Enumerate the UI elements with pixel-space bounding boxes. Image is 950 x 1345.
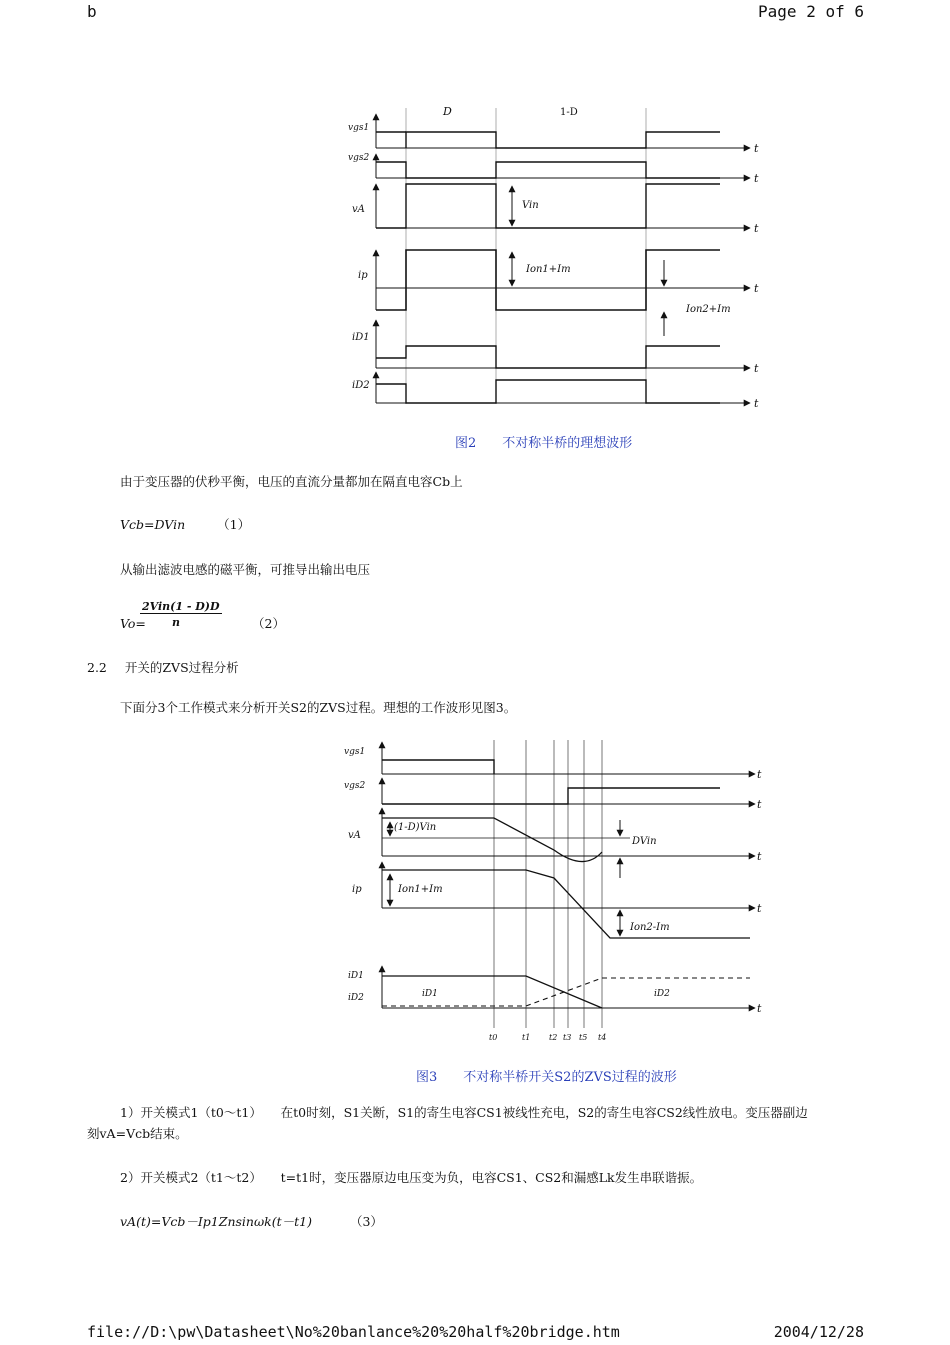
- equation-2: [120, 600, 380, 640]
- fig2-signal-id2: iD2: [352, 380, 370, 391]
- figure3-waveforms: [330, 738, 770, 1046]
- fig3-signal-ip: ip: [352, 884, 362, 895]
- figure3-caption: 图3 不对称半桥开关S2的ZVS过程的波形: [416, 1070, 677, 1085]
- fig3-tick-t0: t0: [489, 1033, 498, 1042]
- fig2-t-axis-3: t: [754, 222, 759, 235]
- footer-date: 2004/12/28: [773, 1323, 864, 1341]
- fig2-signal-va: vA: [352, 204, 365, 215]
- fig3-signal-vgs1: vgs1: [344, 747, 366, 757]
- equation-2-numerator: 2Vin(1 - D)D: [142, 600, 220, 613]
- fig2-t-axis-2: t: [754, 172, 759, 185]
- fig2-ip-high-label: Ion1+Im: [526, 264, 571, 275]
- footer-file-path: file://D:\pw\Datasheet\No%20banlance%20%20half%20bridge.htm: [87, 1323, 620, 1341]
- page-number: Page 2 of 6: [758, 2, 864, 21]
- figure2-caption: 图2 不对称半桥的理想波形: [455, 436, 633, 451]
- section-heading: [87, 660, 239, 676]
- fig3-t-axis-5: t: [757, 1002, 762, 1015]
- fig3-signal-id1: iD1: [348, 971, 364, 981]
- equation-1: [120, 517, 250, 533]
- fig3-t-axis-1: t: [757, 768, 762, 781]
- paragraph-modes-intro: 下面分3个工作模式来分析开关S2的ZVS过程。理想的工作波形见图3。: [120, 700, 517, 715]
- equation-2-denominator: n: [172, 616, 180, 629]
- section-number: 2.2: [87, 660, 107, 675]
- fig2-ip-low-label: Ion2+Im: [686, 304, 731, 315]
- fig3-tick-t5: t5: [579, 1033, 588, 1042]
- equation-2-number: （2）: [252, 616, 285, 631]
- fig2-t-axis-5: t: [754, 362, 759, 375]
- paragraph-volt-second: 由于变压器的伏秒平衡，电压的直流分量都加在隔直电容Cb上: [120, 474, 463, 489]
- fig2-duty-label: D: [443, 105, 452, 118]
- fig2-t-axis-4: t: [754, 282, 759, 295]
- fig3-tick-t4: t4: [598, 1033, 607, 1042]
- fig3-tick-t2: t2: [549, 1033, 558, 1042]
- mode1-paragraph-cont: 刻vA=Vcb结束。: [87, 1126, 188, 1141]
- fig3-signal-vgs2: vgs2: [344, 781, 366, 791]
- fig3-dvin-label: DVin: [632, 836, 657, 847]
- fig2-t-axis-1: t: [754, 142, 759, 155]
- fig2-signal-id1: iD1: [352, 332, 370, 343]
- fig2-signal-vgs1: vgs1: [348, 123, 370, 133]
- equation-3: [120, 1214, 383, 1230]
- fig2-signal-vgs2: vgs2: [348, 153, 370, 163]
- equation-1-number: （1）: [217, 517, 251, 532]
- fig3-id1-label: iD1: [422, 989, 438, 999]
- fig2-vin-label: Vin: [522, 200, 539, 211]
- fig2-t-axis-6: t: [754, 397, 759, 410]
- equation-2-lhs: Vo=: [120, 616, 146, 631]
- equation-3-number: （3）: [349, 1214, 383, 1229]
- fig3-signal-id2: iD2: [348, 993, 364, 1003]
- mode1-paragraph: 1）开关模式1（t0～t1） 在t0时刻，S1关断，S1的寄生电容CS1被线性充电，S2的寄生电容CS2线性放电。变压器副边: [120, 1105, 808, 1120]
- header-left: b: [87, 2, 97, 21]
- equation-1-text: Vcb=DVin: [120, 517, 186, 532]
- fig3-ip-low-label: Ion2-Im: [630, 922, 670, 933]
- section-title: 开关的ZVS过程分析: [124, 660, 239, 675]
- fig2-signal-ip: ip: [358, 270, 368, 281]
- fig3-tick-t1: t1: [522, 1033, 531, 1042]
- fig3-id2-label: iD2: [654, 989, 670, 999]
- fig3-t-axis-3: t: [757, 850, 762, 863]
- fig3-tick-t3: t3: [563, 1033, 572, 1042]
- fig3-t-axis-2: t: [757, 798, 762, 811]
- figure2-waveforms: [330, 98, 770, 414]
- fig3-t-axis-4: t: [757, 902, 762, 915]
- paragraph-output-voltage: 从输出滤波电感的磁平衡，可推导出输出电压: [120, 562, 371, 577]
- fig3-ip-high-label: Ion1+Im: [398, 884, 443, 895]
- equation-3-text: vA(t)=Vcb－Ip1Znsinωk(t－t1): [120, 1214, 312, 1229]
- mode2-paragraph: 2）开关模式2（t1～t2） t=t1时，变压器原边电压变为负，电容CS1、CS2和漏感Lk发生串联谐振。: [120, 1170, 703, 1185]
- fig3-va-label: (1-D)Vin: [394, 822, 437, 833]
- fig2-comp-label: 1-D: [560, 107, 578, 118]
- fig3-signal-va: vA: [348, 830, 361, 841]
